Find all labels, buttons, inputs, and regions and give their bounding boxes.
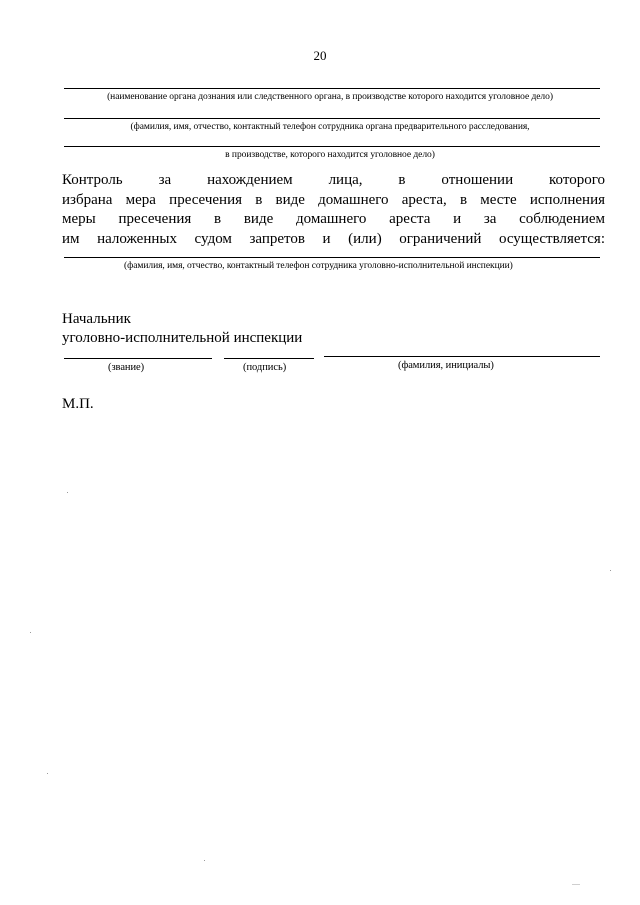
signature-line xyxy=(224,358,314,359)
full-name-caption: (фамилия, инициалы) xyxy=(398,360,494,371)
rank-line xyxy=(64,358,212,359)
scan-speck xyxy=(47,773,48,774)
paragraph-line-1: Контроль за нахождением лица, в отношении которого xyxy=(62,172,605,188)
investigator-name-line xyxy=(64,118,600,119)
scan-speck xyxy=(67,492,68,493)
paragraph-line-2: избрана мера пресечения в виде домашнего ареста, в месте исполнения xyxy=(62,191,605,208)
control-paragraph xyxy=(62,171,605,249)
paragraph-line-3: меры пресечения в виде домашнего ареста и за соблюдением xyxy=(62,211,605,227)
inspector-name-caption: (фамилия, имя, отчество, контактный телефон сотрудника уголовно-исполнительной инспекции) xyxy=(124,261,513,271)
investigator-name-caption: (фамилия, имя, отчество, контактный телефон сотрудника органа предварительного расследования, xyxy=(130,122,530,132)
paragraph-line-4: им наложенных судом запретов и (или) ограничений осуществляется: xyxy=(62,230,605,247)
rank-caption: (звание) xyxy=(108,362,145,373)
investigator-name-caption-2: в производстве, которого находится уголовное дело) xyxy=(225,150,435,160)
signature-caption: (подпись) xyxy=(243,362,287,373)
scan-speck xyxy=(610,570,611,571)
scan-speck xyxy=(30,632,31,633)
stamp-label: М.П. xyxy=(62,396,94,412)
chief-title xyxy=(62,310,302,348)
chief-title-line-1: Начальник xyxy=(62,311,131,327)
scan-speck xyxy=(572,884,580,885)
investigative-body-line xyxy=(64,88,600,89)
page-number: 20 xyxy=(313,48,327,63)
scan-speck xyxy=(204,860,205,861)
investigator-name-line-2 xyxy=(64,146,600,147)
chief-title-line-2: уголовно-исполнительной инспекции xyxy=(62,330,303,346)
full-name-line xyxy=(324,356,600,357)
investigative-body-caption: (наименование органа дознания или следственного органа, в производстве которого находится уголовное дело) xyxy=(107,92,553,102)
inspector-name-line xyxy=(64,257,600,258)
